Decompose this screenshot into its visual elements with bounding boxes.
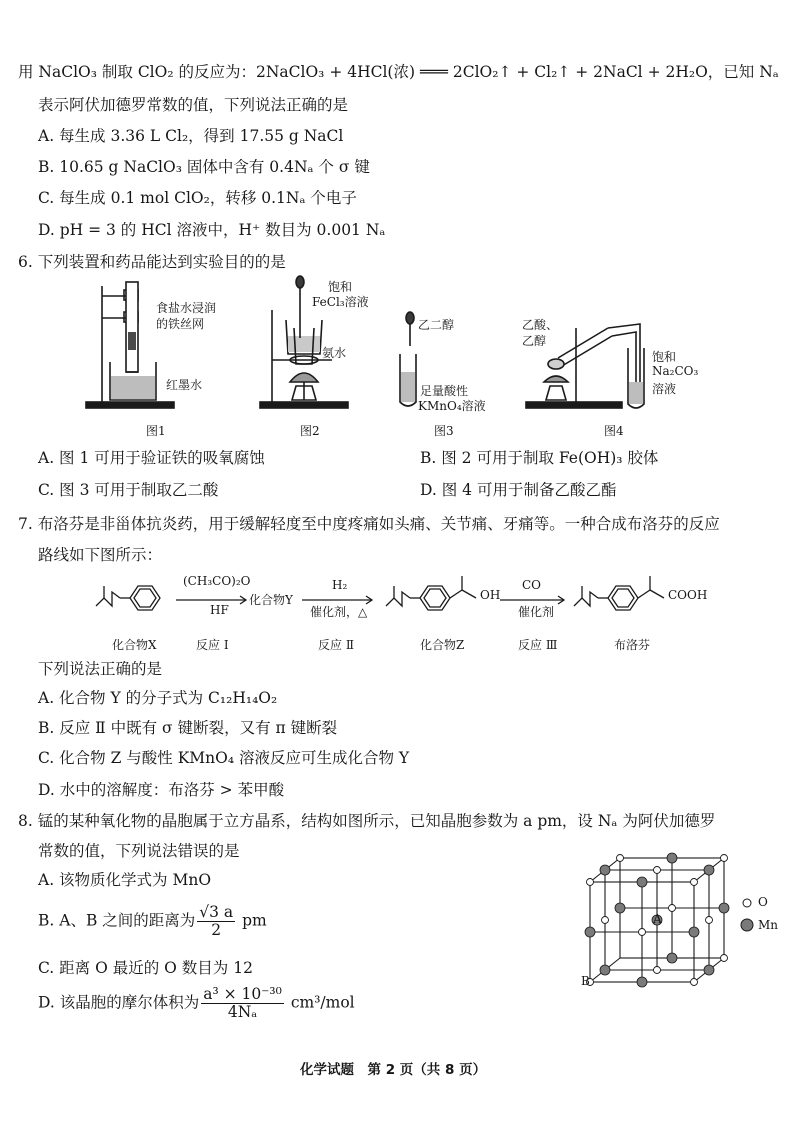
label-ibuprofen: 布洛芬 bbox=[614, 638, 651, 652]
q8-option-d-denominator: 4Nₐ bbox=[227, 1003, 258, 1022]
q8-option-a: A. 该物质化学式为 MnO bbox=[38, 871, 212, 889]
fig3-apparatus bbox=[400, 312, 416, 406]
q6-option-c: C. 图 3 可用于制取乙二酸 bbox=[38, 481, 219, 499]
label-reaction-2: 反应 Ⅱ bbox=[318, 638, 354, 652]
fig4-label-na2co3: Na₂CO₃ bbox=[652, 364, 699, 378]
q6-option-b: B. 图 2 可用于制取 Fe(OH)₃ 胶体 bbox=[420, 449, 659, 467]
fig3-label-acidic: 足量酸性 bbox=[420, 384, 469, 398]
fig1-label-salt-water: 食盐水浸润 bbox=[156, 301, 217, 315]
fig1-label-iron-mesh: 的铁丝网 bbox=[156, 317, 205, 331]
q8-option-b-denominator: 2 bbox=[211, 921, 222, 940]
ibuprofen-cooh: COOH bbox=[668, 588, 708, 602]
q8-option-d-prefix: D. 该晶胞的摩尔体积为 bbox=[38, 993, 200, 1012]
q8-option-b-unit: pm bbox=[242, 911, 267, 930]
reaction-3-catalyst: 催化剂 bbox=[518, 605, 555, 619]
q7-option-b: B. 反应 Ⅱ 中既有 σ 键断裂，又有 π 键断裂 bbox=[38, 719, 338, 737]
q7-option-d: D. 水中的溶解度：布洛芬 > 苯甲酸 bbox=[38, 781, 285, 799]
page-footer: 化学试题 第 2 页（共 8 页） bbox=[300, 1062, 487, 1078]
fig4-label-acetic-acid: 乙酸、 bbox=[522, 318, 559, 332]
reaction-1-reagent: (CH₃CO)₂O bbox=[183, 574, 251, 588]
compound-z-oh: OH bbox=[480, 588, 501, 602]
fig1-caption: 图1 bbox=[146, 424, 166, 438]
q8-legend-markers bbox=[740, 895, 754, 935]
legend-o-label: O bbox=[758, 895, 768, 909]
fig3-label-glycol: 乙二醇 bbox=[418, 318, 455, 332]
q7-stem-line2: 路线如下图所示： bbox=[38, 546, 163, 564]
fig2-label-fecl3: FeCl₃溶液 bbox=[312, 295, 369, 309]
q5-stem-line1: 用 NaClO₃ 制取 ClO₂ 的反应为：2NaClO₃ + 4HCl(浓) ═══ 2ClO₂↑ + Cl₂↑ + 2NaCl + 2H₂O，已知 Nₐ bbox=[18, 63, 779, 81]
q7-question: 下列说法正确的是 bbox=[38, 660, 163, 678]
fig2-label-saturated: 饱和 bbox=[328, 280, 353, 294]
label-compound-z: 化合物Z bbox=[420, 638, 465, 652]
fig1-label-red-ink: 红墨水 bbox=[166, 378, 203, 392]
fig3-caption: 图3 bbox=[434, 424, 454, 438]
fig4-label-saturated: 饱和 bbox=[652, 350, 677, 364]
q8-option-b bbox=[38, 904, 267, 939]
label-reaction-3: 反应 Ⅲ bbox=[518, 638, 558, 652]
q7-option-a: A. 化合物 Y 的分子式为 C₁₂H₁₄O₂ bbox=[38, 689, 278, 707]
q8-option-d-fraction bbox=[201, 986, 284, 1021]
q6-option-d: D. 图 4 可用于制备乙酸乙酯 bbox=[420, 481, 617, 499]
compound-z-structure bbox=[386, 576, 476, 610]
reaction-3-reagent: CO bbox=[522, 578, 542, 592]
cell-label-b: B bbox=[581, 974, 590, 988]
q8-option-b-prefix: B. A、B 之间的距离为 bbox=[38, 911, 196, 930]
q6-option-a: A. 图 1 可用于验证铁的吸氧腐蚀 bbox=[38, 449, 265, 467]
cell-label-a: A bbox=[653, 912, 662, 926]
fig4-caption: 图4 bbox=[604, 424, 624, 438]
q5-option-a: A. 每生成 3.36 L Cl₂，得到 17.55 g NaCl bbox=[38, 127, 344, 145]
fig2-caption: 图2 bbox=[300, 424, 320, 438]
label-compound-x: 化合物X bbox=[112, 638, 157, 652]
q8-option-b-fraction bbox=[197, 904, 235, 939]
q5-option-c: C. 每生成 0.1 mol ClO₂，转移 0.1Nₐ 个电子 bbox=[38, 189, 357, 207]
q8-stem-line1: 8. 锰的某种氧化物的晶胞属于立方晶系，结构如图所示，已知晶胞参数为 a pm，设 Nₐ 为阿伏加德罗 bbox=[18, 812, 716, 830]
ibuprofen-structure bbox=[574, 576, 664, 610]
fig4-label-ethanol: 乙醇 bbox=[522, 334, 547, 348]
label-reaction-1: 反应 Ⅰ bbox=[196, 638, 229, 652]
reaction-2-reagent: H₂ bbox=[332, 578, 348, 592]
fig4-label-solution: 溶液 bbox=[652, 382, 677, 396]
reaction-1-catalyst: HF bbox=[210, 603, 229, 617]
q8-option-d-unit: cm³/mol bbox=[290, 993, 355, 1012]
compound-x-structure bbox=[96, 586, 160, 610]
q8-stem-line2: 常数的值，下列说法错误的是 bbox=[38, 842, 240, 860]
q5-option-b: B. 10.65 g NaClO₃ 固体中含有 0.4Nₐ 个 σ 键 bbox=[38, 158, 370, 176]
q5-stem-line2: 表示阿伏加德罗常数的值，下列说法正确的是 bbox=[38, 96, 349, 114]
q6-stem: 6. 下列装置和药品能达到实验目的的是 bbox=[18, 253, 286, 271]
fig3-label-kmno4: KMnO₄溶液 bbox=[418, 399, 486, 413]
reaction-2-condition: 催化剂，△ bbox=[310, 605, 368, 619]
q7-stem-line1: 7. 布洛芬是非甾体抗炎药，用于缓解轻度至中度疼痛如头痛、关节痛、牙痛等。一种合成布洛芬的反应 bbox=[18, 515, 720, 533]
compound-y-label: 化合物Y bbox=[249, 593, 293, 607]
legend-mn-label: Mn bbox=[758, 918, 779, 932]
fig2-label-ammonia: 氨水 bbox=[322, 346, 347, 360]
q5-option-d: D. pH = 3 的 HCl 溶液中，H⁺ 数目为 0.001 Nₐ bbox=[38, 221, 386, 239]
q7-option-c: C. 化合物 Z 与酸性 KMnO₄ 溶液反应可生成化合物 Y bbox=[38, 749, 410, 767]
q8-option-c: C. 距离 O 最近的 O 数目为 12 bbox=[38, 959, 253, 977]
q8-option-d-numerator: a³ × 10⁻³⁰ bbox=[203, 985, 282, 1003]
q6-apparatus-figures bbox=[80, 272, 720, 440]
q8-option-b-numerator: √3 a bbox=[199, 903, 234, 921]
q8-option-d bbox=[38, 986, 355, 1021]
